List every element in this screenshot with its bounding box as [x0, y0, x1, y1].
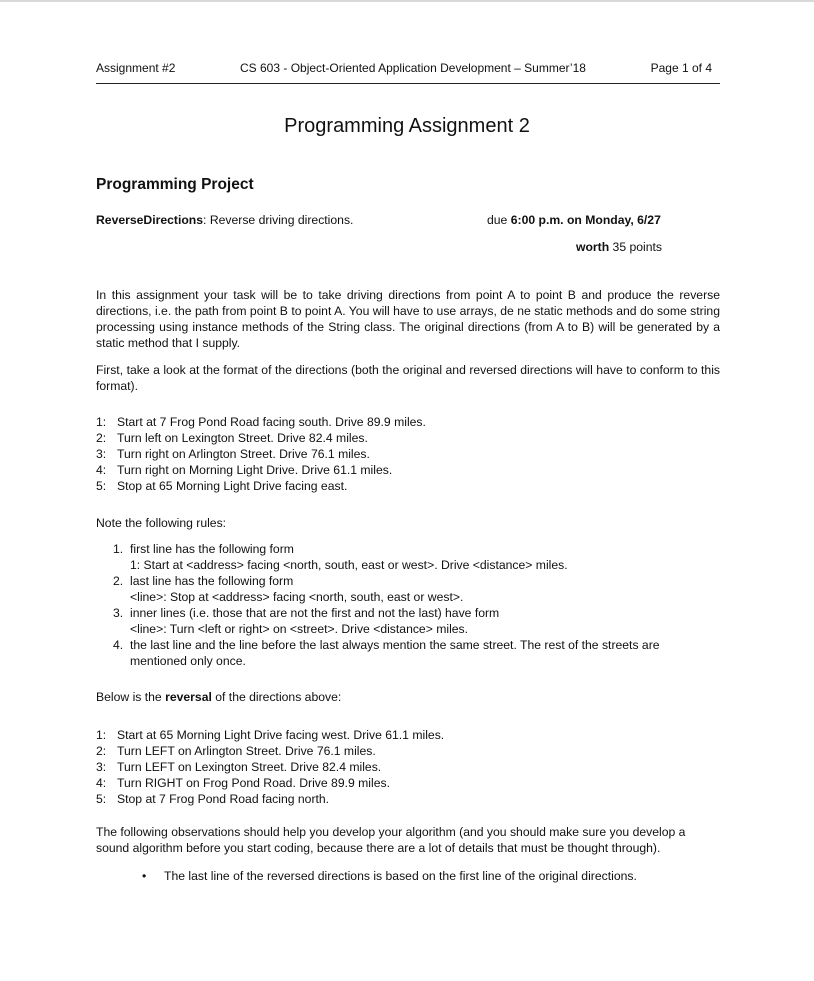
- direction-line: [96, 414, 426, 430]
- project-description: : Reverse driving directions.: [203, 213, 354, 227]
- direction-text: Turn right on Morning Light Drive. Drive 61.1 miles.: [117, 463, 393, 477]
- rule-line-2: 1: Start at <address> facing <north, south, east or west>. Drive <distance> miles.: [130, 558, 568, 572]
- rule-number: 3.: [113, 606, 124, 620]
- rule-line-2: mentioned only once.: [130, 654, 246, 668]
- rule-item: [113, 573, 723, 605]
- observations-paragraph: The following observations should help you develop your algorithm (and you should make sure you develop a sound algorithm before you start coding, because there are a lot of details that must be thought through).: [96, 825, 686, 855]
- rule-line-1: first line has the following form: [130, 542, 294, 556]
- direction-text: Turn LEFT on Lexington Street. Drive 82.4 miles.: [117, 760, 382, 774]
- direction-text: Start at 7 Frog Pond Road facing south. Drive 89.9 miles.: [117, 415, 426, 429]
- intro-paragraph: In this assignment your task will be to take driving directions from point A to point B and produce the reverse directions, i.e. the path from point B to point A. You will have to use arrays, de ne static methods and do some string processing using instance methods of the String class. The original directions (from A to B) will be generated by a static method that I supply.: [96, 288, 720, 350]
- direction-text: Turn right on Arlington Street. Drive 76.1 miles.: [117, 447, 370, 461]
- direction-line: [96, 430, 426, 446]
- rule-item: [113, 637, 723, 669]
- rule-line-1: inner lines (i.e. those that are not the first and not the last) have form: [130, 606, 500, 620]
- project-name: ReverseDirections: [96, 213, 204, 227]
- worth-value: 35 points: [609, 240, 663, 254]
- page-header: [96, 61, 720, 84]
- rule-number: 2.: [113, 574, 124, 588]
- direction-line: [96, 759, 444, 775]
- project-line: [96, 212, 353, 228]
- reversal-intro-bold: reversal: [165, 690, 212, 704]
- direction-number: 4:: [96, 776, 107, 790]
- direction-number: 1:: [96, 728, 107, 742]
- rule-line-2: <line>: Stop at <address> facing <north, south, east or west>.: [130, 590, 464, 604]
- rule-item: [113, 541, 723, 573]
- reversal-intro-after: of the directions above:: [211, 690, 342, 704]
- direction-number: 5:: [96, 479, 107, 493]
- direction-number: 3:: [96, 760, 107, 774]
- page-title: Programming Assignment 2: [284, 115, 530, 137]
- reversal-intro: [96, 689, 341, 705]
- rule-line-2: <line>: Turn <left or right> on <street>. Drive <distance> miles.: [130, 622, 469, 636]
- direction-text: Turn left on Lexington Street. Drive 82.4 miles.: [117, 431, 368, 445]
- header-assignment: Assignment #2: [96, 61, 176, 75]
- section-heading: Programming Project: [96, 176, 254, 193]
- direction-line: [96, 462, 426, 478]
- worth-label: worth: [576, 240, 610, 254]
- direction-line: [96, 446, 426, 462]
- bullet-text: The last line of the reversed directions is based on the first line of the original directions.: [164, 869, 637, 883]
- direction-text: Turn RIGHT on Frog Pond Road. Drive 89.9 miles.: [117, 776, 390, 790]
- rules-intro: Note the following rules:: [96, 516, 227, 530]
- reversed-directions: [96, 727, 444, 807]
- reversal-intro-before: Below is the: [96, 690, 166, 704]
- direction-text: Stop at 65 Morning Light Drive facing east.: [117, 479, 348, 493]
- rule-line-1: the last line and the line before the last always mention the same street. The rest of the streets are: [130, 638, 660, 652]
- rules-list: [113, 541, 723, 669]
- direction-number: 3:: [96, 447, 107, 461]
- direction-line: [96, 791, 444, 807]
- direction-number: 2:: [96, 431, 107, 445]
- direction-number: 4:: [96, 463, 107, 477]
- due-line: [487, 212, 661, 228]
- rule-line-1: last line has the following form: [130, 574, 294, 588]
- header-course: CS 603 - Object-Oriented Application Development – Summer’18: [240, 61, 586, 75]
- worth-line: [576, 239, 662, 255]
- rule-number: 1.: [113, 542, 124, 556]
- direction-line: [96, 478, 426, 494]
- original-directions: [96, 414, 426, 494]
- header-page-number: Page 1 of 4: [650, 61, 712, 75]
- rule-number: 4.: [113, 638, 124, 652]
- due-value: 6:00 p.m. on Monday, 6/27: [510, 213, 661, 227]
- direction-line: [96, 775, 444, 791]
- direction-number: 2:: [96, 744, 107, 758]
- direction-number: 1:: [96, 415, 107, 429]
- direction-line: [96, 727, 444, 743]
- direction-text: Turn LEFT on Arlington Street. Drive 76.1 miles.: [117, 744, 376, 758]
- format-paragraph: First, take a look at the format of the directions (both the original and reversed directions will have to conform to this format).: [96, 363, 720, 393]
- direction-text: Start at 65 Morning Light Drive facing west. Drive 61.1 miles.: [117, 728, 445, 742]
- bullet-icon: •: [142, 869, 147, 883]
- due-prefix: due: [487, 213, 511, 227]
- direction-text: Stop at 7 Frog Pond Road facing north.: [117, 792, 330, 806]
- direction-number: 5:: [96, 792, 107, 806]
- rule-item: [113, 605, 723, 637]
- direction-line: [96, 743, 444, 759]
